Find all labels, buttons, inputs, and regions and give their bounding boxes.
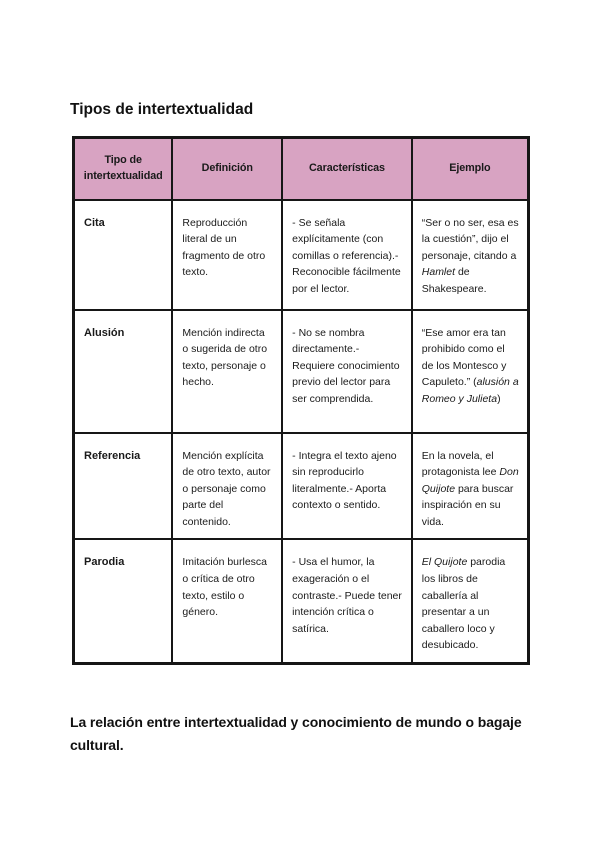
table-body — [74, 200, 529, 664]
column-header-definicion: Definición — [172, 138, 282, 200]
table-row — [74, 310, 529, 433]
cell-definicion: Mención explícita de otro texto, autor o personaje como parte del contenido. — [172, 433, 282, 540]
header-row — [74, 138, 529, 200]
cell-ejemplo: En la novela, el protagonista lee Don Quijote para buscar inspiración en su vida. — [412, 433, 529, 540]
cell-definicion: Reproducción literal de un fragmento de otro texto. — [172, 200, 282, 310]
column-header-tipo: Tipo de intertextualidad — [74, 138, 173, 200]
cell-caracteristicas: - Integra el texto ajeno sin reproducirlo literalmente.- Aporta contexto o sentido. — [282, 433, 412, 540]
cell-definicion: Mención indirecta o sugerida de otro texto, personaje o hecho. — [172, 310, 282, 433]
cell-ejemplo: “Ese amor era tan prohibido como el de los Montesco y Capuleto.” (alusión a Romeo y Julieta) — [412, 310, 529, 433]
cell-tipo: Alusión — [74, 310, 173, 433]
cell-caracteristicas: - No se nombra directamente.- Requiere conocimiento previo del lector para ser comprendida. — [282, 310, 412, 433]
column-header-ejemplo: Ejemplo — [412, 138, 529, 200]
intertextuality-table — [72, 136, 530, 665]
cell-caracteristicas: - Se señala explícitamente (con comillas o referencia).- Reconocible fácilmente por el lector. — [282, 200, 412, 310]
page-title: Tipos de intertextualidad — [70, 101, 254, 118]
cell-definicion: Imitación burlesca o crítica de otro texto, estilo o género. — [172, 539, 282, 663]
table-row — [74, 200, 529, 310]
table-header — [74, 138, 529, 200]
cell-tipo: Cita — [74, 200, 173, 310]
table-row — [74, 433, 529, 540]
cell-ejemplo: “Ser o no ser, esa es la cuestión”, dijo el personaje, citando a Hamlet de Shakespeare. — [412, 200, 529, 310]
closing-statement: La relación entre intertextualidad y conocimiento de mundo o bagaje cultural. — [70, 713, 522, 753]
cell-caracteristicas: - Usa el humor, la exageración o el contraste.- Puede tener intención crítica o satírica. — [282, 539, 412, 663]
table-row — [74, 539, 529, 663]
cell-ejemplo: El Quijote parodia los libros de caballería al presentar a un caballero loco y desubicado. — [412, 539, 529, 663]
cell-tipo: Referencia — [74, 433, 173, 540]
column-header-caracteristicas: Características — [282, 138, 412, 200]
cell-tipo: Parodia — [74, 539, 173, 663]
